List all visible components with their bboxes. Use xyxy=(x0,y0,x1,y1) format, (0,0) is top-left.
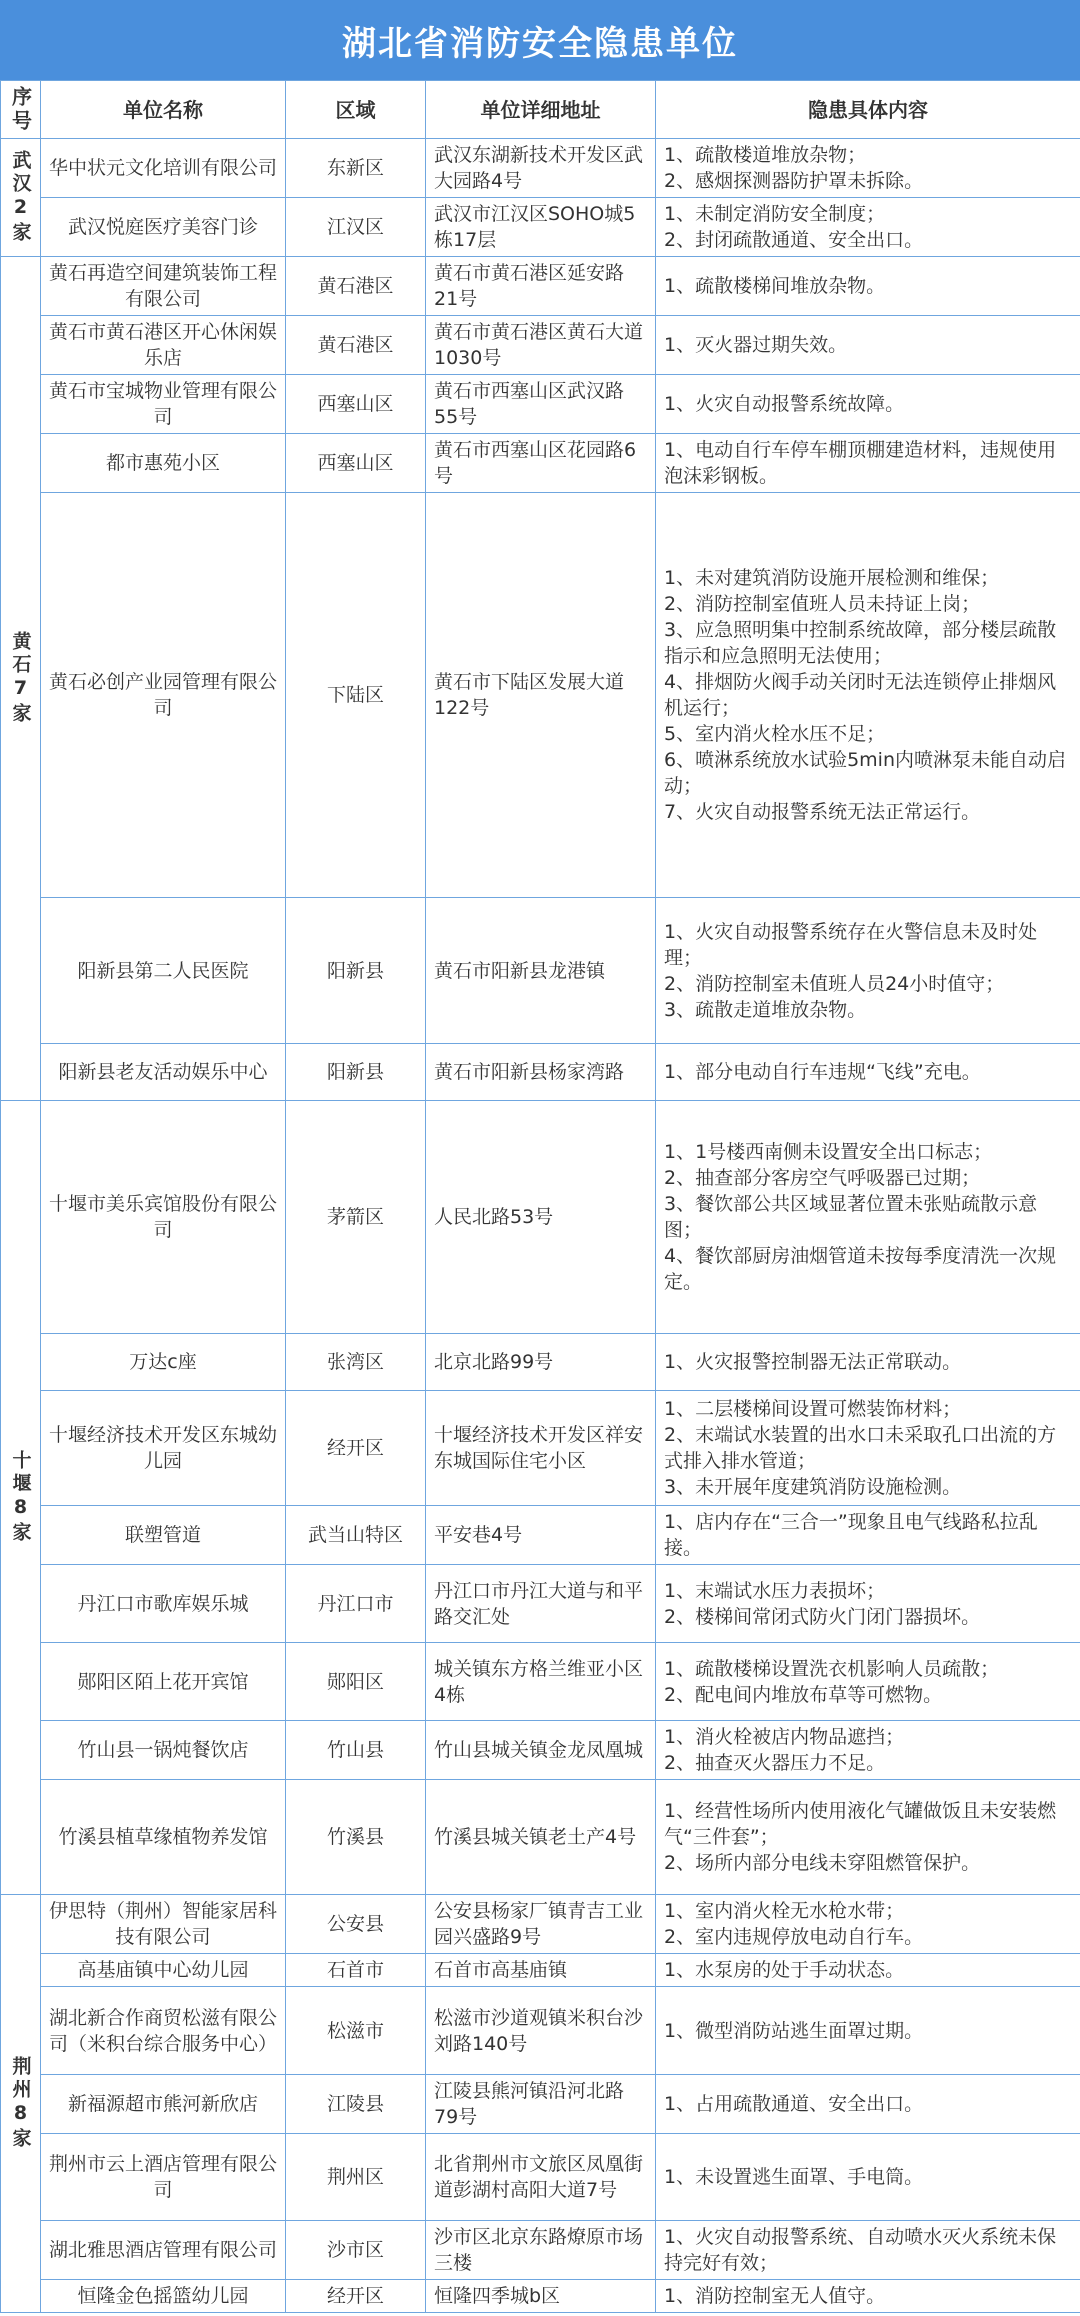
issues-cell: 1、消火栓被店内物品遮挡； 2、抽查灭火器压力不足。 xyxy=(656,1721,1080,1780)
issues-cell: 1、电动自行车停车棚顶棚建造材料，违规使用泡沫彩钢板。 xyxy=(656,434,1080,493)
address-cell: 武汉市江汉区SOHO城5栋17层 xyxy=(426,198,656,257)
area-cell: 沙市区 xyxy=(286,2221,426,2280)
area-cell: 阳新县 xyxy=(286,898,426,1044)
unit-name-cell: 万达c座 xyxy=(41,1334,286,1391)
issues-cell: 1、疏散楼梯间堆放杂物。 xyxy=(656,257,1080,316)
unit-name-cell: 黄石市宝城物业管理有限公司 xyxy=(41,375,286,434)
address-cell: 恒隆四季城b区 xyxy=(426,2280,656,2313)
page-title: 湖北省消防安全隐患单位 xyxy=(0,0,1080,80)
unit-name-cell: 黄石市黄石港区开心休闲娱乐店 xyxy=(41,316,286,375)
area-cell: 西塞山区 xyxy=(286,375,426,434)
address-cell: 公安县杨家厂镇青吉工业园兴盛路9号 xyxy=(426,1895,656,1954)
address-cell: 黄石市西塞山区武汉路55号 xyxy=(426,375,656,434)
issues-cell: 1、未对建筑消防设施开展检测和维保； 2、消防控制室值班人员未持证上岗； 3、应急照明集中控制系统故障，部分楼层疏散指示和应急照明无法使用； 4、排烟防火阀手动关闭时无法连锁停止排烟风机运行； 5、室内消火栓水压不足； 6、喷淋系统放水试验5min内喷淋泵未能自动启动； 7、火灾自动报警系统无法正常运行。 xyxy=(656,493,1080,898)
address-cell: 平安巷4号 xyxy=(426,1506,656,1565)
unit-name-cell: 武汉悦庭医疗美容门诊 xyxy=(41,198,286,257)
issues-cell: 1、店内存在“三合一”现象且电气线路私拉乱接。 xyxy=(656,1506,1080,1565)
issues-cell: 1、火灾自动报警系统故障。 xyxy=(656,375,1080,434)
unit-name-cell: 竹山县一锅炖餐饮店 xyxy=(41,1721,286,1780)
issues-cell: 1、疏散楼道堆放杂物； 2、感烟探测器防护罩未拆除。 xyxy=(656,139,1080,198)
issues-cell: 1、1号楼西南侧未设置安全出口标志； 2、抽查部分客房空气呼吸器已过期； 3、餐饮部公共区域显著位置未张贴疏散示意图； 4、餐饮部厨房油烟管道未按每季度清洗一次规定。 xyxy=(656,1101,1080,1334)
table-row xyxy=(1,1721,1080,1780)
table-row xyxy=(1,2280,1080,2313)
table-row xyxy=(1,898,1080,1044)
address-cell: 黄石市西塞山区花园路6号 xyxy=(426,434,656,493)
area-cell: 石首市 xyxy=(286,1954,426,1987)
table-row xyxy=(1,198,1080,257)
unit-name-cell: 黄石再造空间建筑装饰工程有限公司 xyxy=(41,257,286,316)
group-label: 荆州8家 xyxy=(1,1895,41,2313)
issues-cell: 1、火灾自动报警系统、自动喷水灭火系统未保持完好有效； xyxy=(656,2221,1080,2280)
unit-name-cell: 高基庙镇中心幼儿园 xyxy=(41,1954,286,1987)
table-row xyxy=(1,1895,1080,1954)
issues-cell: 1、消防控制室无人值守。 xyxy=(656,2280,1080,2313)
issues-cell: 1、二层楼梯间设置可燃装饰材料； 2、末端试水装置的出水口未采取孔口出流的方式排入排水管道； 3、未开展年度建筑消防设施检测。 xyxy=(656,1391,1080,1506)
table-row xyxy=(1,1780,1080,1895)
issues-cell: 1、未设置逃生面罩、手电筒。 xyxy=(656,2134,1080,2221)
issues-cell: 1、室内消火栓无水枪水带； 2、室内违规停放电动自行车。 xyxy=(656,1895,1080,1954)
unit-name-cell: 丹江口市歌库娱乐城 xyxy=(41,1565,286,1643)
unit-name-cell: 荆州市云上酒店管理有限公司 xyxy=(41,2134,286,2221)
table-row xyxy=(1,1987,1080,2075)
address-cell: 江陵县熊河镇沿河北路79号 xyxy=(426,2075,656,2134)
table-row xyxy=(1,375,1080,434)
table-row xyxy=(1,2075,1080,2134)
area-cell: 公安县 xyxy=(286,1895,426,1954)
unit-name-cell: 伊思特（荆州）智能家居科技有限公司 xyxy=(41,1895,286,1954)
area-cell: 江汉区 xyxy=(286,198,426,257)
table-row xyxy=(1,1643,1080,1721)
issues-cell: 1、占用疏散通道、安全出口。 xyxy=(656,2075,1080,2134)
table-row xyxy=(1,139,1080,198)
header-index: 序号 xyxy=(1,81,41,139)
header-area: 区域 xyxy=(286,81,426,139)
unit-name-cell: 恒隆金色摇篮幼儿园 xyxy=(41,2280,286,2313)
issues-cell: 1、火灾自动报警系统存在火警信息未及时处理； 2、消防控制室未值班人员24小时值守； 3、疏散走道堆放杂物。 xyxy=(656,898,1080,1044)
unit-name-cell: 十堰经济技术开发区东城幼儿园 xyxy=(41,1391,286,1506)
address-cell: 北京北路99号 xyxy=(426,1334,656,1391)
area-cell: 下陆区 xyxy=(286,493,426,898)
issues-cell: 1、末端试水压力表损坏； 2、楼梯间常闭式防火门闭门器损坏。 xyxy=(656,1565,1080,1643)
area-cell: 江陵县 xyxy=(286,2075,426,2134)
table-body xyxy=(1,139,1080,2313)
issues-cell: 1、未制定消防安全制度； 2、封闭疏散通道、安全出口。 xyxy=(656,198,1080,257)
header-name: 单位名称 xyxy=(41,81,286,139)
area-cell: 竹山县 xyxy=(286,1721,426,1780)
group-label: 武汉2家 xyxy=(1,139,41,257)
address-cell: 城关镇东方格兰维亚小区4栋 xyxy=(426,1643,656,1721)
address-cell: 黄石市阳新县杨家湾路 xyxy=(426,1044,656,1101)
issues-cell: 1、微型消防站逃生面罩过期。 xyxy=(656,1987,1080,2075)
address-cell: 松滋市沙道观镇米积台沙刘路140号 xyxy=(426,1987,656,2075)
issues-cell: 1、疏散楼梯设置洗衣机影响人员疏散； 2、配电间内堆放布草等可燃物。 xyxy=(656,1643,1080,1721)
header-address: 单位详细地址 xyxy=(426,81,656,139)
unit-name-cell: 竹溪县植草缘植物养发馆 xyxy=(41,1780,286,1895)
address-cell: 黄石市下陆区发展大道122号 xyxy=(426,493,656,898)
area-cell: 阳新县 xyxy=(286,1044,426,1101)
unit-name-cell: 湖北雅思酒店管理有限公司 xyxy=(41,2221,286,2280)
issues-cell: 1、部分电动自行车违规“飞线”充电。 xyxy=(656,1044,1080,1101)
area-cell: 丹江口市 xyxy=(286,1565,426,1643)
area-cell: 荆州区 xyxy=(286,2134,426,2221)
table-row xyxy=(1,2221,1080,2280)
area-cell: 经开区 xyxy=(286,1391,426,1506)
unit-name-cell: 湖北新合作商贸松滋有限公司（米积台综合服务中心） xyxy=(41,1987,286,2075)
table-row xyxy=(1,1954,1080,1987)
issues-cell: 1、经营性场所内使用液化气罐做饭且未安装燃气“三件套”； 2、场所内部分电线未穿阻燃管保护。 xyxy=(656,1780,1080,1895)
issues-cell: 1、火灾报警控制器无法正常联动。 xyxy=(656,1334,1080,1391)
table-row xyxy=(1,1044,1080,1101)
address-cell: 武汉东湖新技术开发区武大园路4号 xyxy=(426,139,656,198)
table-row xyxy=(1,493,1080,898)
area-cell: 张湾区 xyxy=(286,1334,426,1391)
table-row xyxy=(1,1101,1080,1334)
address-cell: 丹江口市丹江大道与和平路交汇处 xyxy=(426,1565,656,1643)
group-label: 黄石7家 xyxy=(1,257,41,1101)
unit-name-cell: 联塑管道 xyxy=(41,1506,286,1565)
area-cell: 松滋市 xyxy=(286,1987,426,2075)
area-cell: 竹溪县 xyxy=(286,1780,426,1895)
table-row xyxy=(1,316,1080,375)
table-row xyxy=(1,434,1080,493)
address-cell: 沙市区北京东路燎原市场三楼 xyxy=(426,2221,656,2280)
unit-name-cell: 华中状元文化培训有限公司 xyxy=(41,139,286,198)
unit-name-cell: 新福源超市熊河新欣店 xyxy=(41,2075,286,2134)
area-cell: 茅箭区 xyxy=(286,1101,426,1334)
address-cell: 竹山县城关镇金龙凤凰城 xyxy=(426,1721,656,1780)
hazard-table xyxy=(0,80,1080,2313)
address-cell: 石首市高基庙镇 xyxy=(426,1954,656,1987)
table-row xyxy=(1,1506,1080,1565)
header-issues: 隐患具体内容 xyxy=(656,81,1080,139)
table-row xyxy=(1,1565,1080,1643)
unit-name-cell: 郧阳区陌上花开宾馆 xyxy=(41,1643,286,1721)
area-cell: 黄石港区 xyxy=(286,257,426,316)
address-cell: 北省荆州市文旅区凤凰街道彭湖村高阳大道7号 xyxy=(426,2134,656,2221)
address-cell: 竹溪县城关镇老土产4号 xyxy=(426,1780,656,1895)
address-cell: 黄石市阳新县龙港镇 xyxy=(426,898,656,1044)
area-cell: 武当山特区 xyxy=(286,1506,426,1565)
group-label: 十堰8家 xyxy=(1,1101,41,1895)
unit-name-cell: 十堰市美乐宾馆股份有限公司 xyxy=(41,1101,286,1334)
address-cell: 人民北路53号 xyxy=(426,1101,656,1334)
area-cell: 黄石港区 xyxy=(286,316,426,375)
unit-name-cell: 黄石必创产业园管理有限公司 xyxy=(41,493,286,898)
table-row xyxy=(1,257,1080,316)
unit-name-cell: 都市惠苑小区 xyxy=(41,434,286,493)
table-row xyxy=(1,1391,1080,1506)
issues-cell: 1、水泵房的处于手动状态。 xyxy=(656,1954,1080,1987)
area-cell: 西塞山区 xyxy=(286,434,426,493)
address-cell: 黄石市黄石港区延安路21号 xyxy=(426,257,656,316)
address-cell: 黄石市黄石港区黄石大道1030号 xyxy=(426,316,656,375)
area-cell: 经开区 xyxy=(286,2280,426,2313)
area-cell: 东新区 xyxy=(286,139,426,198)
table-row xyxy=(1,1334,1080,1391)
issues-cell: 1、灭火器过期失效。 xyxy=(656,316,1080,375)
area-cell: 郧阳区 xyxy=(286,1643,426,1721)
table-header-row xyxy=(1,81,1080,139)
unit-name-cell: 阳新县第二人民医院 xyxy=(41,898,286,1044)
table-row xyxy=(1,2134,1080,2221)
address-cell: 十堰经济技术开发区祥安东城国际住宅小区 xyxy=(426,1391,656,1506)
unit-name-cell: 阳新县老友活动娱乐中心 xyxy=(41,1044,286,1101)
